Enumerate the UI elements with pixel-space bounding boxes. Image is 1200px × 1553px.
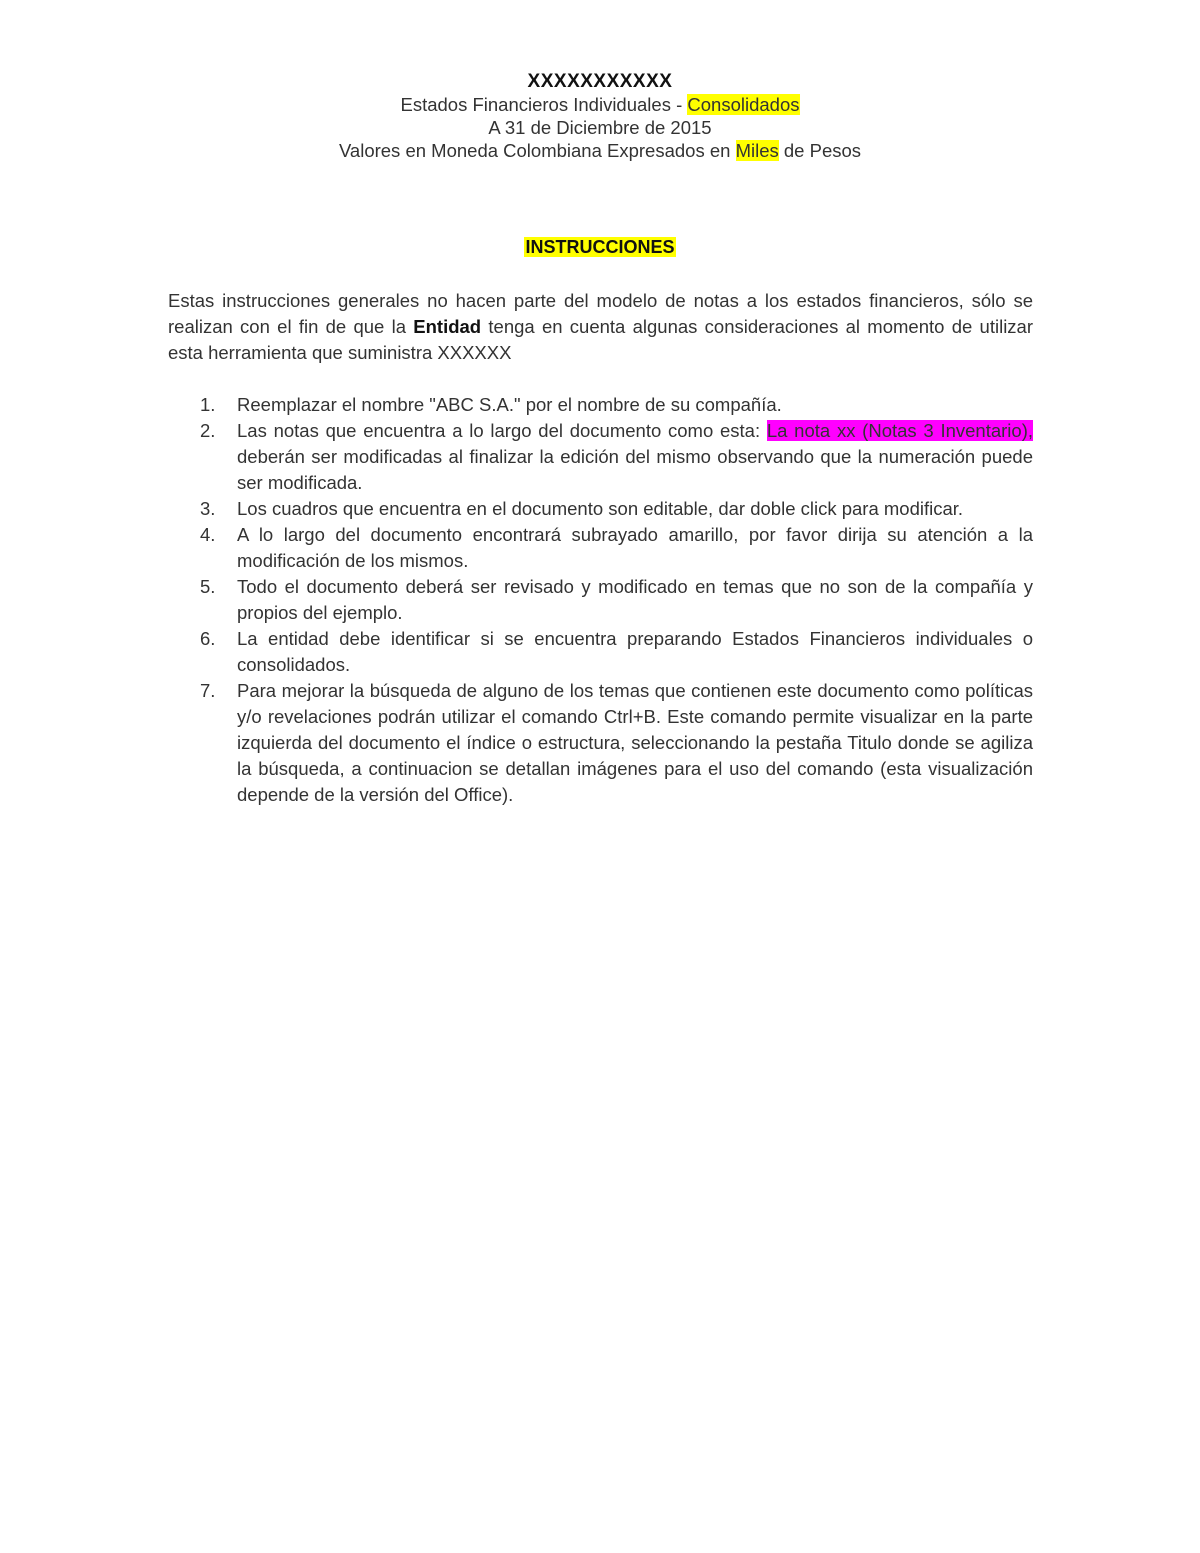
list-item bbox=[168, 418, 1033, 496]
list-item bbox=[168, 678, 1033, 808]
instruction-list bbox=[168, 392, 1033, 808]
currency-text-prefix: Valores en Moneda Colombiana Expresados en bbox=[338, 140, 736, 161]
list-item-text: A lo largo del documento encontrará subrayado amarillo, por favor dirija su atención a la modificación de los mismos. bbox=[237, 524, 1033, 571]
list-item-number: 2. bbox=[200, 420, 216, 441]
section-title bbox=[0, 236, 1200, 259]
list-item-text: La entidad debe identificar si se encuentra preparando Estados Financieros individuales o consolidados. bbox=[237, 628, 1033, 675]
document-header bbox=[0, 70, 1200, 162]
company-name: XXXXXXXXXXX bbox=[527, 71, 673, 92]
list-item-text: Reemplazar el nombre "ABC S.A." por el nombre de su compañía. bbox=[237, 394, 782, 415]
note-reference-highlight: La nota xx (Notas 3 Inventario), bbox=[766, 420, 1034, 441]
statement-type-text: Estados Financieros Individuales - bbox=[400, 94, 688, 115]
list-item-number: 3. bbox=[200, 498, 216, 519]
list-item bbox=[168, 522, 1033, 574]
list-item-number: 5. bbox=[200, 576, 216, 597]
intro-text-1: Estas instrucciones generales no hacen parte del modelo de notas a los estados financieros, sólo se realizan con el fin de que la bbox=[168, 290, 1033, 337]
intro-text-2: tenga en cuenta algunas consideraciones al momento de utilizar esta herramienta que suministra XXXXXX bbox=[168, 316, 1034, 363]
currency-highlight: Miles bbox=[735, 140, 779, 161]
statement-type-line bbox=[0, 93, 1200, 116]
section-title-text: INSTRUCCIONES bbox=[525, 237, 675, 257]
list-item-number: 1. bbox=[200, 394, 216, 415]
list-item-number: 6. bbox=[200, 628, 216, 649]
list-item-text-continued: deberán ser modificadas al finalizar la edición del mismo observando que la numeración puede ser modificada. bbox=[237, 446, 1033, 493]
intro-bold-entity: Entidad bbox=[413, 316, 482, 337]
list-item-text: Los cuadros que encuentra en el documento son editable, dar doble click para modificar. bbox=[237, 498, 964, 519]
list-item-number: 4. bbox=[200, 524, 216, 545]
statement-type-highlight: Consolidados bbox=[687, 94, 800, 115]
list-item-text: Para mejorar la búsqueda de alguno de los temas que contienen este documento como políticas y/o revelaciones podrán utilizar el comando Ctrl+B. Este comando permite visualizar en la parte izquierda del documento el índice o estructura, seleccionando la pestaña Titulo donde se agiliza la búsqueda, a continuacion se detallan imágenes para el uso del comando (esta visualización depende de la versión del Office). bbox=[237, 680, 1033, 805]
list-item bbox=[168, 392, 1033, 418]
list-item-number: 7. bbox=[200, 680, 216, 701]
list-item bbox=[168, 574, 1033, 626]
list-item-text: Las notas que encuentra a lo largo del documento como esta: bbox=[237, 420, 767, 441]
statement-date: A 31 de Diciembre de 2015 bbox=[488, 117, 712, 138]
list-item-text: Todo el documento deberá ser revisado y modificado en temas que no son de la compañía y propios del ejemplo. bbox=[237, 576, 1033, 623]
list-item bbox=[168, 626, 1033, 678]
currency-line bbox=[0, 139, 1200, 162]
currency-text-suffix: de Pesos bbox=[778, 140, 862, 161]
list-item bbox=[168, 496, 1033, 522]
intro-paragraph bbox=[168, 288, 1033, 366]
